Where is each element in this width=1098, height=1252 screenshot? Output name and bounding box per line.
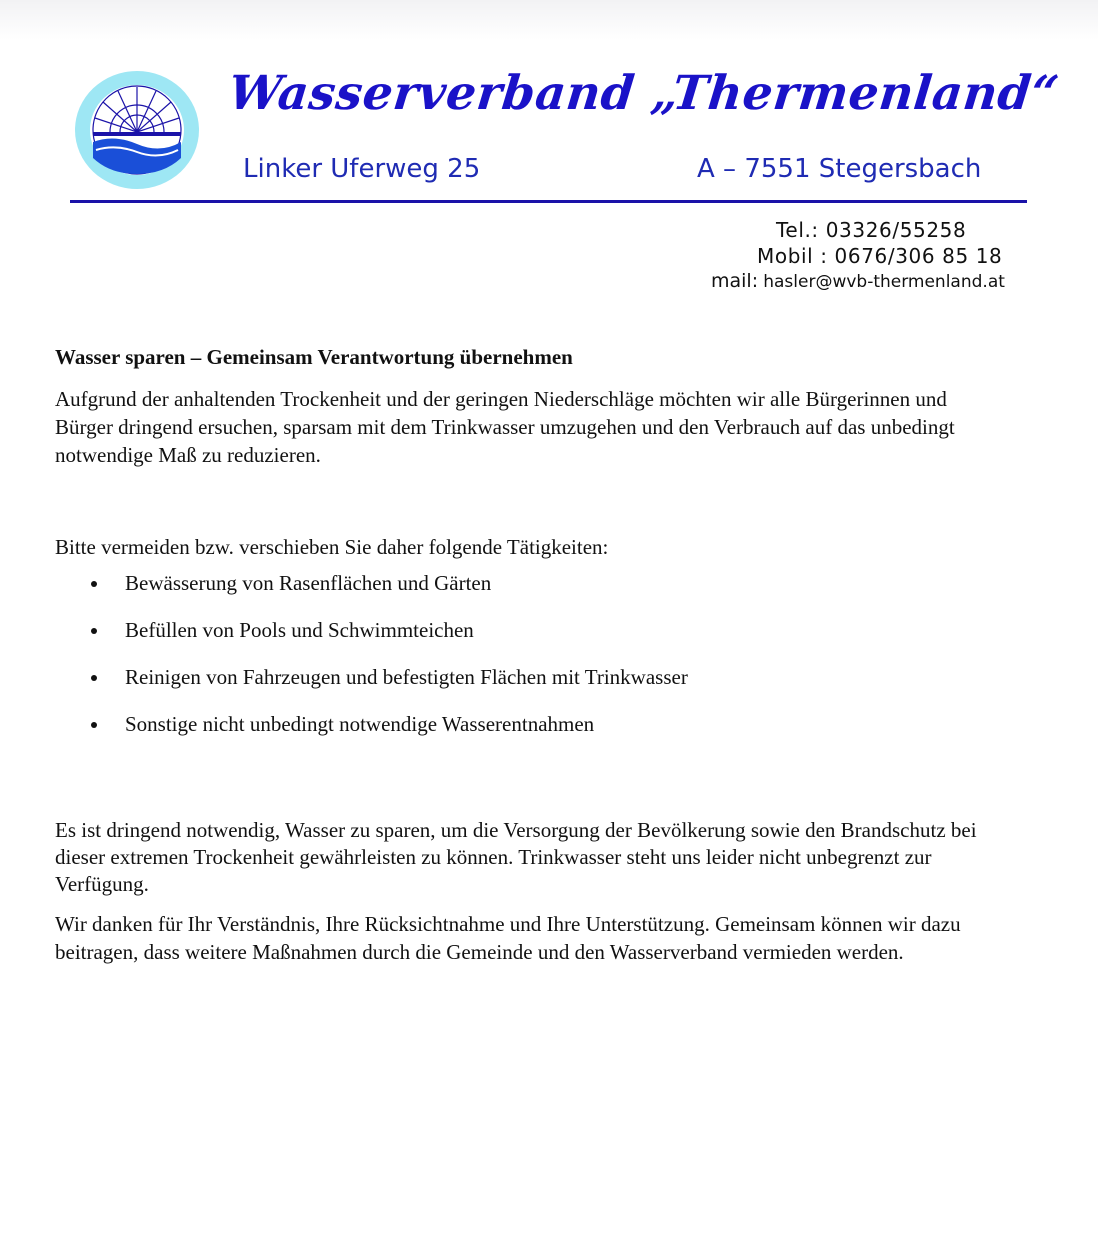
letterhead-divider xyxy=(70,200,1027,203)
bullet-icon xyxy=(91,675,97,681)
list-item xyxy=(55,569,1015,616)
list-item xyxy=(55,663,1015,710)
street-address: Linker Uferweg 25 xyxy=(243,154,481,184)
bullet-icon xyxy=(91,628,97,634)
list-item-text: Sonstige nicht unbedingt notwendige Wasserentnahmen xyxy=(125,712,595,736)
organization-name: Wasserverband „Thermenland“ xyxy=(226,66,1062,121)
email-address: hasler@wvb-thermenland.at xyxy=(763,272,1005,292)
list-item xyxy=(55,710,1015,757)
list-item-text: Befüllen von Pools und Schwimmteichen xyxy=(125,618,474,642)
list-item-text: Bewässerung von Rasenflächen und Gärten xyxy=(125,571,492,595)
notice-paragraph: Es ist dringend notwendig, Wasser zu sparen, um die Versorgung der Bevölkerung sowie den Brandschutz bei dieser extremen Trockenheit gewährleisten zu können. Trinkwasser steht uns leider nicht unbegrenzt zur Verfügung. xyxy=(55,818,977,896)
letter-heading: Wasser sparen – Gemeinsam Verantwortung übernehmen xyxy=(55,345,573,369)
lead-paragraph: Bitte vermeiden bzw. verschieben Sie daher folgende Tätigkeiten: xyxy=(55,535,609,559)
list-item xyxy=(55,616,1015,663)
thanks-paragraph: Wir danken für Ihr Verständnis, Ihre Rücksichtnahme und Ihre Unterstützung. Gemeinsam können wir dazu beitragen, dass weitere Maßnahmen durch die Gemeinde und den Wasserverband vermieden werden. xyxy=(55,912,961,964)
list-item-text: Reinigen von Fahrzeugen und befestigten Flächen mit Trinkwasser xyxy=(125,665,688,689)
email-line xyxy=(711,270,1005,292)
sun-over-water-logo-icon xyxy=(74,70,200,190)
telephone-number: Tel.: 03326/55258 xyxy=(776,218,967,242)
bullet-icon xyxy=(91,722,97,728)
activity-list xyxy=(55,569,1015,757)
letter-body xyxy=(55,343,1015,966)
mobile-number: Mobil : 0676/306 85 18 xyxy=(757,244,1003,268)
email-label: mail: xyxy=(711,270,759,292)
intro-paragraph: Aufgrund der anhaltenden Trockenheit und der geringen Niederschläge möchten wir alle Bürgerinnen und Bürger dringend ersuchen, sparsam mit dem Trinkwasser umzugehen und den Verbrauch auf das unbedingt notwendige Maß zu reduzieren. xyxy=(55,387,955,467)
city-address: A – 7551 Stegersbach xyxy=(697,154,982,184)
bullet-icon xyxy=(91,581,97,587)
